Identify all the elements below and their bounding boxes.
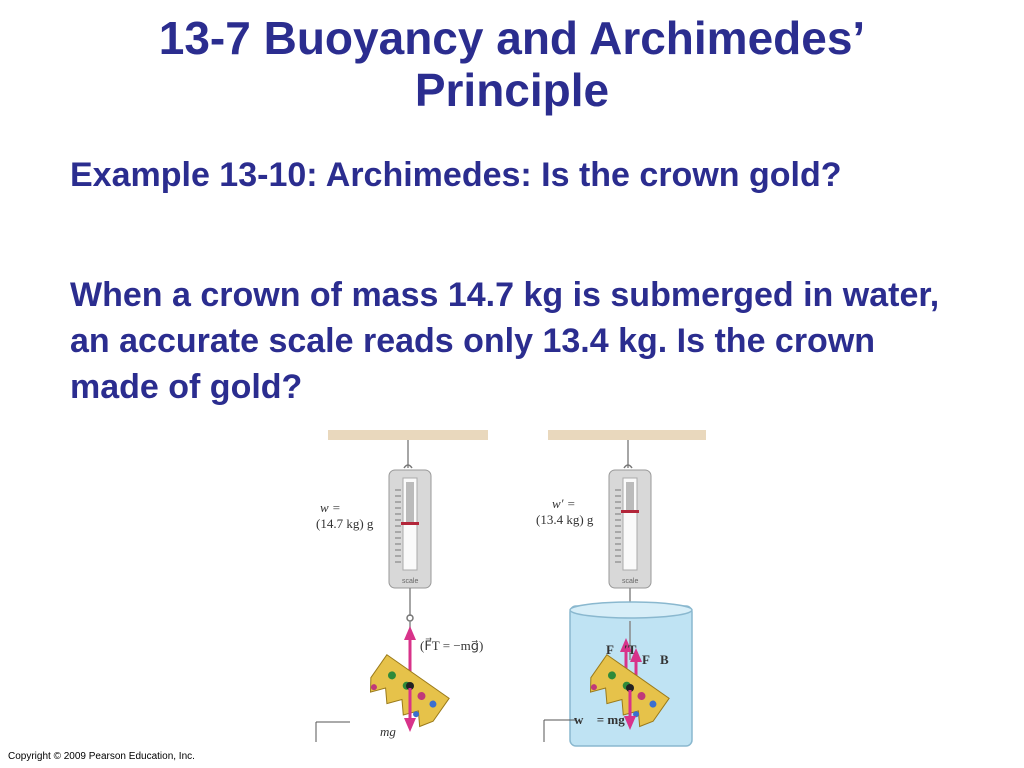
right-buoyant-label: F⃗B [642,652,669,667]
left-ceiling [328,430,488,440]
right-ceiling [548,430,706,440]
archimedes-figure [300,420,730,750]
right-weight-value: (13.4 kg) g [536,512,594,527]
left-gravity-label: mg⃗ [380,724,406,739]
title-line-2: Principle [414,64,610,116]
example-heading: Example 13-10: Archimedes: Is the crown gold? [70,156,842,194]
left-spring [406,482,414,522]
copyright-notice: Copyright © 2009 Pearson Education, Inc. [8,751,195,762]
right-tension-label: F⃗′T [606,642,637,657]
right-panel-drawing [544,430,706,746]
right-weight-label: w⃗ = mg⃗ [574,712,635,727]
right-scale-pointer [621,510,639,513]
slide-title [60,12,964,116]
right-scale-label: scale [622,578,639,585]
left-panel-drawing [316,430,488,742]
left-scale-pointer [401,522,419,525]
figure-illustration [300,420,730,750]
left-weight-value: (14.7 kg) g [316,516,374,531]
left-tension-label: (F⃗T = −mg⃗) [420,638,484,653]
left-weight-symbol: w = [320,500,341,515]
right-weight-symbol: w′ = [552,496,576,511]
problem-text: When a crown of mass 14.7 kg is submerged in water, an accurate scale reads only 13.4 kg. Is the crown made of gold? [70,276,940,406]
left-scale-label: scale [402,578,419,585]
right-spring [626,482,634,510]
title-line-1: 13-7 Buoyancy and Archimedes’ [158,12,866,64]
